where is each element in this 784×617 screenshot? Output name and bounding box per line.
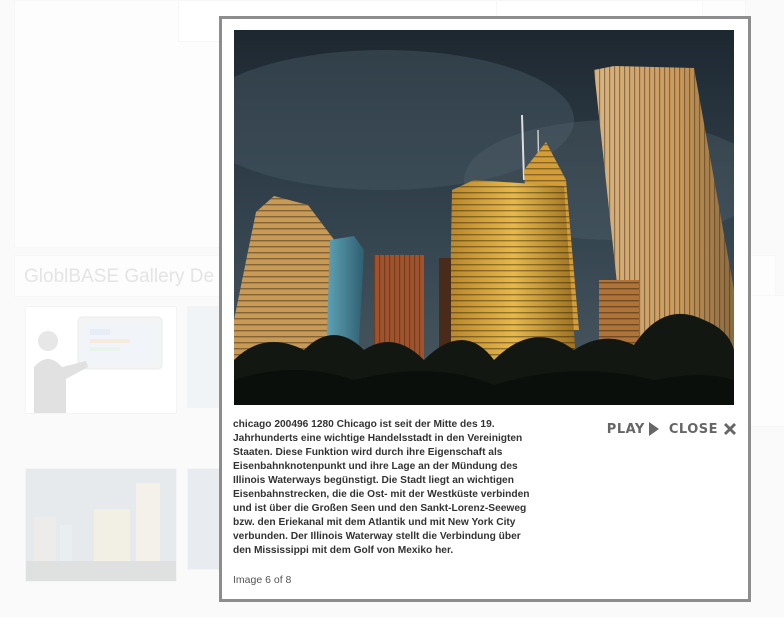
play-button[interactable] xyxy=(607,422,669,437)
lightbox-caption: chicago 200496 1280 Chicago ist seit der Mitte des 19. Jahrhunderts eine wichtige Handelsstadt in den Vereinigten Staaten. Diese Funktion wird durch ihre Eigenschaft als Eisenbahnknotenpunkt und ihre Lage an der Mündung des Illinois Waterways begünstigt. Die Stadt liegt an wichtigen Eisenbahnstrecken, die die Ost- mit der Westküste verbinden und ist über die Großen Seen und den Sankt-Lorenz-Seeweg bzw. den Eriekanal mit dem Atlantik und mit New York City verbunden. Der Illinois Waterway stellt die Verbindung über den Mississippi mit dem Golf von Mexiko her. xyxy=(233,419,530,556)
image-counter: Image 6 of 8 xyxy=(233,574,292,586)
play-icon xyxy=(649,422,659,436)
play-label: PLAY xyxy=(606,421,645,437)
lightbox-dialog xyxy=(219,16,751,602)
lightbox-controls xyxy=(607,421,738,437)
close-button[interactable] xyxy=(669,421,738,437)
close-x-icon xyxy=(722,421,738,437)
close-label: CLOSE xyxy=(668,421,718,437)
lightbox-image xyxy=(234,30,734,405)
